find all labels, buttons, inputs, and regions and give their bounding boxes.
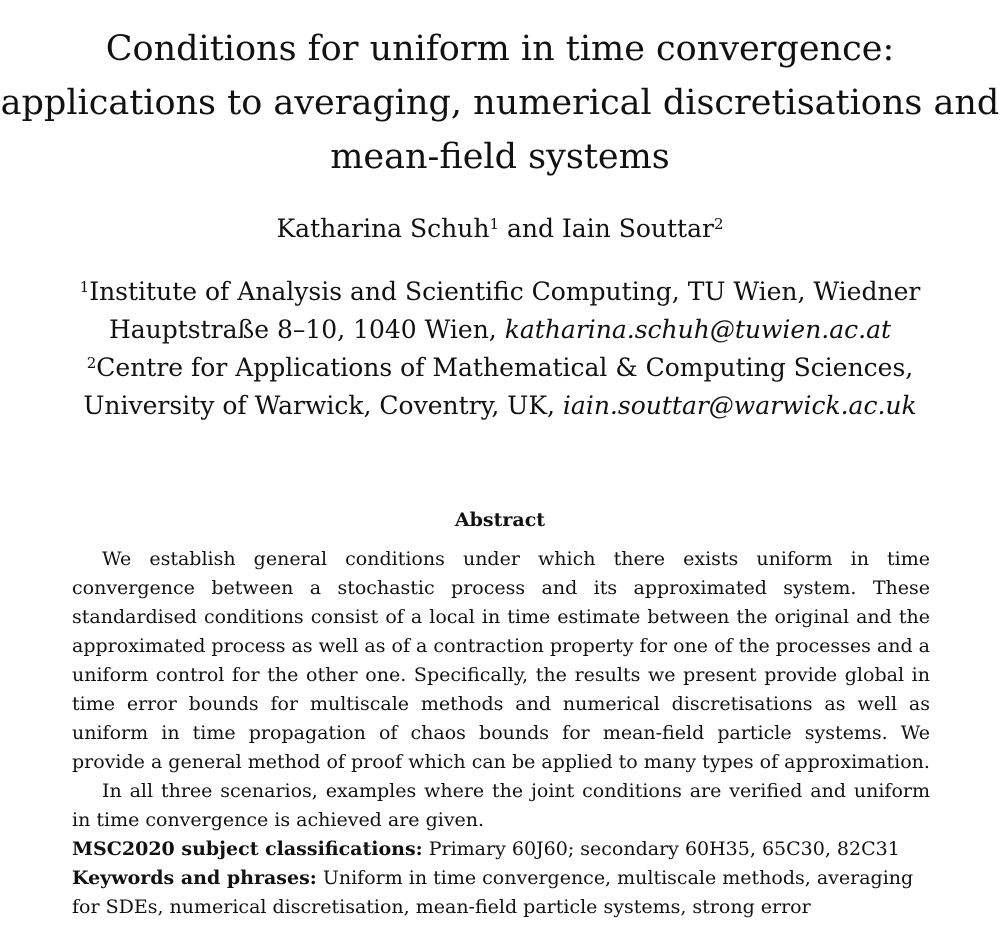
affiliation-marker: 2 — [86, 354, 97, 372]
affiliation-1-line-1 — [0, 273, 1000, 311]
affiliation-text: Centre for Applications of Mathematical & Computing Sciences, — [96, 353, 914, 382]
abstract-heading: Abstract — [454, 509, 546, 531]
author-affiliation-marker: 2 — [713, 215, 724, 233]
paper-title — [0, 22, 1000, 184]
affiliation-marker: 1 — [79, 278, 90, 296]
author-list — [0, 209, 1000, 249]
author-email[interactable]: iain.souttar@warwick.ac.uk — [562, 391, 917, 420]
author-email[interactable]: katharina.schuh@tuwien.ac.at — [504, 315, 892, 344]
abstract-paragraph: In all three scenarios, examples where the joint conditions are verified and uniform in time convergence is achieved are given. — [72, 780, 930, 831]
keywords-label: Keywords and phrases: — [72, 867, 317, 889]
abstract-body — [72, 545, 930, 922]
author-name: Iain Souttar — [561, 214, 714, 243]
affiliation-1-line-2 — [0, 311, 1000, 349]
affiliation-2-line-2 — [0, 387, 1000, 425]
affiliation-2-line-1 — [0, 349, 1000, 387]
affiliation-text: University of Warwick, Coventry, UK, — [83, 391, 563, 420]
keywords-value: Uniform in time convergence, multiscale methods, averaging for SDEs, numerical discretisation, mean-field particle systems, strong error — [72, 867, 914, 918]
msc-label: MSC2020 subject classifications: — [72, 838, 423, 860]
title-line-1: Conditions for uniform in time convergence: — [105, 29, 895, 69]
abstract-paragraph: We establish general conditions under which there exists uniform in time convergence between a stochastic process and its approximated system. These standardised conditions consist of a local in time estimate between the original and the approximated process as well as of a contraction property for one of the processes and a uniform control for the other one. Specifically, the results we present provide global in time error bounds for multiscale methods and numerical discretisations as well as uniform in time propagation of chaos bounds for mean-field particle systems. We provide a general method of proof which can be applied to many types of approximation. — [72, 548, 930, 773]
author-conjunction: and — [499, 214, 562, 243]
affiliations — [0, 273, 1000, 425]
msc-classifications — [72, 835, 930, 864]
author-affiliation-marker: 1 — [489, 215, 499, 233]
affiliation-text: Hauptstraße 8–10, 1040 Wien, — [108, 315, 505, 344]
affiliation-text: Institute of Analysis and Scientific Computing, TU Wien, Wiedner — [89, 277, 921, 306]
title-line-3: mean-field systems — [330, 137, 670, 177]
msc-value: Primary 60J60; secondary 60H35, 65C30, 82C31 — [422, 838, 900, 860]
keywords — [72, 864, 930, 922]
author-name: Katharina Schuh — [276, 214, 490, 243]
title-line-2: applications to averaging, numerical discretisations and — [0, 83, 1000, 123]
